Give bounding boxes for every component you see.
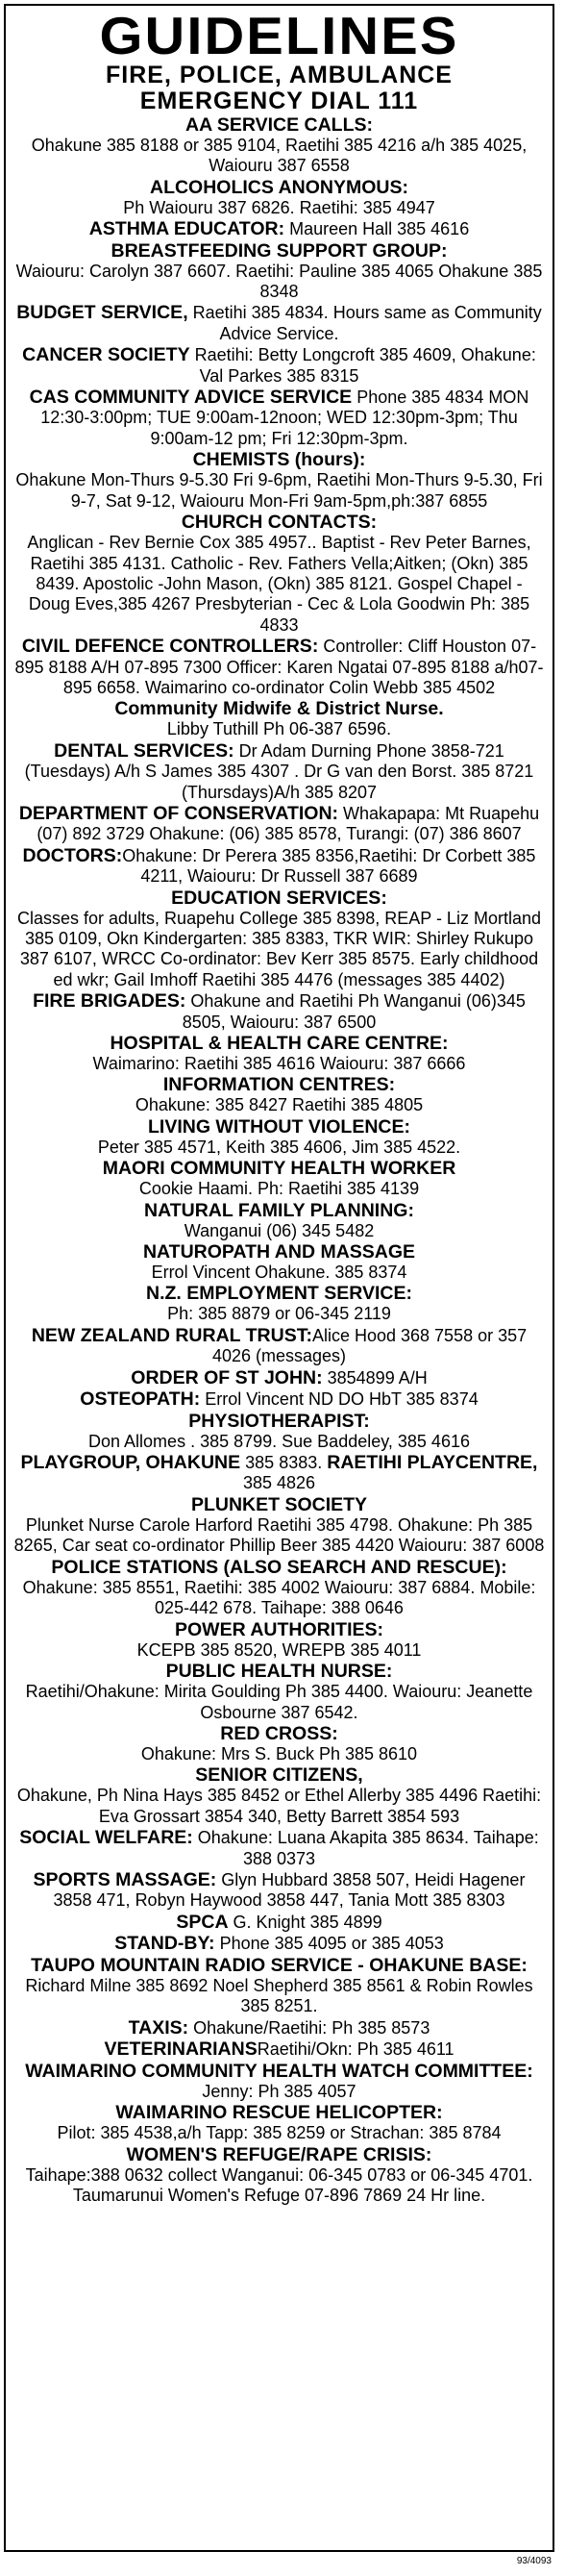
entry-details: Glyn Hubbard 3858 507, Heidi Hagener 3858 471, Robyn Haywood 3858 447, Tania Mott 385 8303 bbox=[53, 1870, 526, 1911]
entry-details: Jenny: Ph 385 4057 bbox=[202, 2082, 356, 2102]
entry-details: Wanganui (06) 345 5482 bbox=[184, 1220, 375, 1240]
entry-heading: DOCTORS: bbox=[22, 844, 123, 866]
directory-entry bbox=[13, 1241, 545, 1283]
entry-details: Richard Milne 385 8692 Noel Shepherd 385 8561 & Robin Rowles 385 8251. bbox=[25, 1976, 533, 2016]
emergency-subtitle-1: FIRE, POLICE, AMBULANCE bbox=[106, 62, 453, 88]
directory-entry bbox=[13, 1200, 545, 1241]
entry-details: Raetihi/Okn: Ph 385 4611 bbox=[257, 2039, 454, 2060]
entry-heading: BUDGET SERVICE, bbox=[16, 302, 188, 324]
directory-entry bbox=[13, 344, 545, 387]
entry-heading: CIVIL DEFENCE CONTROLLERS: bbox=[21, 636, 319, 658]
directory-entry bbox=[13, 1912, 545, 1933]
directory-entry bbox=[13, 2017, 545, 2038]
entry-details: Phone 385 4834 MON 12:30-3:00pm; TUE 9:00am-12noon; WED 12:30pm-3pm; Thu 9:00am-12 pm; Fri 12:30pm-3pm. bbox=[40, 388, 529, 448]
directory-entry bbox=[13, 1411, 545, 1452]
entry-details: Cookie Haami. Ph: Raetihi 385 4139 bbox=[138, 1179, 420, 1199]
directory-entry bbox=[13, 1158, 545, 1199]
entry-heading: N.Z. EMPLOYMENT SERVICE: bbox=[146, 1283, 412, 1305]
guidelines-panel bbox=[4, 4, 554, 2552]
directory-entry bbox=[13, 1494, 545, 1557]
directory-entry bbox=[13, 740, 545, 803]
entry-heading: CAS COMMUNITY ADVICE SERVICE bbox=[29, 387, 353, 409]
entry-details: 385 8383. bbox=[240, 1452, 328, 1472]
entry-details: Peter 385 4571, Keith 385 4606, Jim 385 4522. bbox=[97, 1137, 461, 1157]
directory-entry bbox=[13, 240, 545, 303]
directory-entry bbox=[13, 2144, 545, 2207]
entry-heading: VETERINARIANS bbox=[104, 2038, 258, 2061]
entry-heading: POLICE STATIONS (ALSO SEARCH AND RESCUE): bbox=[51, 1556, 507, 1578]
entry-heading: WAIMARINO COMMUNITY HEALTH WATCH COMMITTEE: bbox=[25, 2060, 533, 2082]
directory-entry bbox=[13, 636, 545, 698]
entry-heading: RED CROSS: bbox=[220, 1722, 338, 1744]
directory-entry bbox=[13, 2038, 545, 2060]
directory-entry bbox=[13, 1033, 545, 1074]
entry-details: Alice Hood 368 7558 or 357 4026 (messages) bbox=[211, 1325, 528, 1366]
entry-details: Ohakune/Raetihi: Ph 385 8573 bbox=[188, 2017, 430, 2038]
directory-entry bbox=[13, 1557, 545, 1619]
entry-details: Whakapapa: Mt Ruapehu (07) 892 3729 Ohakune: (06) 385 8578, Turangi: (07) 386 8607 bbox=[37, 803, 540, 844]
entry-heading: CHEMISTS (hours): bbox=[192, 449, 366, 471]
entry-heading: ALCOHOLICS ANONYMOUS: bbox=[149, 176, 409, 198]
entry-heading: CHURCH CONTACTS: bbox=[181, 512, 378, 534]
entry-heading: SPORTS MASSAGE: bbox=[33, 1869, 217, 1890]
directory-entry bbox=[13, 1367, 545, 1388]
entry-details: Maureen Hall 385 4616 bbox=[284, 219, 470, 239]
entry-details: 385 4826 bbox=[242, 1473, 316, 1493]
entry-heading: NEW ZEALAND RURAL TRUST: bbox=[31, 1324, 312, 1346]
entry-details: Taihape:388 0632 collect Wanganui: 06-345 0783 or 06-345 4701. Taumarunui Women's Refuge 07-896 7869 24 Hr line. bbox=[25, 2164, 533, 2206]
entry-heading: FIRE BRIGADES: bbox=[33, 990, 186, 1013]
directory-entry bbox=[13, 512, 545, 636]
entry-details: Controller: Cliff Houston 07-895 8188 A/H 07-895 7300 Officer: Karen Ngatai 07-895 8188 a/h07-895 6658. Waimarino co-ordinator Colin Webb 385 4502 bbox=[14, 637, 544, 697]
entry-heading: PUBLIC HEALTH NURSE: bbox=[165, 1661, 393, 1683]
entry-heading: NATURAL FAMILY PLANNING: bbox=[144, 1199, 414, 1221]
entry-details: Errol Vincent ND DO HbT 385 8374 bbox=[200, 1389, 479, 1410]
directory-entry bbox=[13, 2061, 545, 2103]
entry-heading: EDUCATION SERVICES: bbox=[171, 887, 387, 909]
entry-details: Ph Waiouru 387 6826. Raetihi: 385 4947 bbox=[123, 197, 435, 217]
entry-details: Ohakune, Ph Nina Hays 385 8452 or Ethel Allerby 385 4496 Raetihi: Eva Grossart 3854 340, Betty Barrett 3854 593 bbox=[16, 1786, 542, 1826]
entry-heading: SENIOR CITIZENS, bbox=[195, 1764, 363, 1787]
emergency-subtitle-2: EMERGENCY DIAL 111 bbox=[139, 88, 419, 114]
directory-entry bbox=[13, 803, 545, 845]
directory-entry bbox=[13, 1869, 545, 1912]
entry-details: Raetihi: Betty Longcroft 385 4609, Ohakune: Val Parkes 385 8315 bbox=[189, 345, 536, 386]
entry-heading: TAXIS: bbox=[128, 2016, 189, 2038]
directory-entry bbox=[13, 387, 545, 449]
entry-heading: POWER AUTHORITIES: bbox=[174, 1618, 384, 1640]
entry-heading: Community Midwife & District Nurse. bbox=[114, 698, 444, 720]
entry-details: KCEPB 385 8520, WREPB 385 4011 bbox=[136, 1639, 422, 1660]
entry-heading: RAETIHI PLAYCENTRE, bbox=[327, 1451, 538, 1473]
entry-details: Classes for adults, Ruapehu College 385 8398, REAP - Liz Mortland 385 0109, Okn Kindergarten: 385 8383, TKR WIR: Shirley Rukupo 387 6107, WRCC Co-ordinator: Bev Kerr 385 8575. Early childhood ed wkr; Gail Imhoff Raetihi 385 4476 (messages 385 4402) bbox=[17, 908, 541, 989]
directory-entry bbox=[13, 1619, 545, 1661]
directory-entry bbox=[13, 990, 545, 1033]
entry-heading: BREASTFEEDING SUPPORT GROUP: bbox=[111, 239, 448, 262]
entry-details: Errol Vincent Ohakune. 385 8374 bbox=[151, 1263, 407, 1283]
entry-details: Raetihi/Ohakune: Mirita Goulding Ph 385 4400. Waiouru: Jeanette Osbourne 387 6542. bbox=[25, 1682, 533, 1722]
entry-heading: OSTEOPATH: bbox=[80, 1388, 201, 1411]
entry-details: Anglican - Rev Bernie Cox 385 4957.. Baptist - Rev Peter Barnes, Raetihi 385 4131. Catholic - Rev. Fathers Vella;Aitken; (Okn) 385 8439. Apostolic -John Mason, (Okn) 385 8121. Gospel Chapel - Doug Eves,385 4267 Presbyterian - Cec & Lola Goodwin Ph: 385 4833 bbox=[27, 533, 531, 635]
entry-details: Plunket Nurse Carole Harford Raetihi 385 4798. Ohakune: Ph 385 8265, Car seat co-ordinator Phillip Beer 385 4420 Waiouru: 387 6008 bbox=[13, 1514, 545, 1556]
directory-entry bbox=[13, 449, 545, 512]
entry-heading: ORDER OF ST JOHN: bbox=[131, 1366, 323, 1388]
entry-heading: DENTAL SERVICES: bbox=[54, 739, 234, 762]
entry-details: Phone 385 4095 or 385 4053 bbox=[214, 1934, 444, 1954]
document-code: 93/4093 bbox=[516, 2556, 552, 2566]
directory-entry bbox=[13, 698, 545, 739]
entry-details: Waiouru: Carolyn 387 6607. Raetihi: Pauline 385 4065 Ohakune 385 8348 bbox=[15, 261, 543, 302]
entry-heading: PHYSIOTHERAPIST: bbox=[188, 1410, 370, 1432]
directory-entry bbox=[13, 1827, 545, 1869]
entry-heading: AA SERVICE CALLS: bbox=[184, 114, 374, 136]
directory-entry bbox=[13, 888, 545, 991]
directory-entry bbox=[13, 177, 545, 218]
entry-heading: CANCER SOCIETY bbox=[22, 344, 190, 366]
entry-heading: SPCA bbox=[176, 1911, 229, 1933]
directory-entry bbox=[13, 1388, 545, 1410]
entry-details: Libby Tuthill Ph 06-387 6596. bbox=[166, 719, 392, 739]
directory-entry bbox=[13, 2102, 545, 2143]
entry-details: G. Knight 385 4899 bbox=[228, 1912, 382, 1932]
entry-heading: DEPARTMENT OF CONSERVATION: bbox=[18, 802, 339, 824]
directory-entry bbox=[13, 1325, 545, 1367]
directory-entry bbox=[13, 1933, 545, 1954]
entry-details: Ph: 385 8879 or 06-345 2119 bbox=[167, 1304, 391, 1324]
entry-heading: INFORMATION CENTRES: bbox=[162, 1074, 396, 1096]
directory-entry bbox=[13, 1283, 545, 1324]
entry-details: Dr Adam Durning Phone 3858-721 (Tuesdays) A/h S James 385 4307 . Dr G van den Borst. 385 8721 (Thursdays)A/h 385 8207 bbox=[24, 740, 534, 802]
entry-details: Ohakune and Raetihi Ph Wanganui (06)345 8505, Waiouru: 387 6500 bbox=[182, 991, 526, 1032]
page-title: GUIDELINES bbox=[99, 6, 459, 65]
directory-entry bbox=[13, 1723, 545, 1764]
directory-entry bbox=[13, 1074, 545, 1115]
entry-details: Ohakune: Mrs S. Buck Ph 385 8610 bbox=[140, 1743, 418, 1763]
entry-heading: PLUNKET SOCIETY bbox=[190, 1493, 368, 1515]
directory-entry bbox=[13, 1661, 545, 1723]
entry-heading: PLAYGROUP, OHAKUNE bbox=[20, 1451, 241, 1473]
entry-heading: WAIMARINO RESCUE HELICOPTER: bbox=[115, 2102, 443, 2124]
directory-entry bbox=[13, 1116, 545, 1158]
directory-entry bbox=[13, 218, 545, 239]
entry-details: Ohakune: 385 8551, Raetihi: 385 4002 Waiouru: 387 6884. Mobile: 025-442 678. Taihape: 388 0646 bbox=[22, 1577, 536, 1618]
entry-details: 3854899 A/H bbox=[322, 1367, 428, 1388]
entry-details: Don Allomes . 385 8799. Sue Baddeley, 385 4616 bbox=[88, 1431, 470, 1451]
entry-details: Ohakune 385 8188 or 385 9104, Raetihi 385 4216 a/h 385 4025, Waiouru 387 6558 bbox=[31, 136, 528, 176]
entry-details: Ohakune: Luana Akapita 385 8634. Taihape: 388 0373 bbox=[192, 1828, 539, 1868]
entry-heading: STAND-BY: bbox=[114, 1933, 215, 1955]
entry-details: Raetihi 385 4834. Hours same as Community Advice Service. bbox=[187, 303, 542, 343]
entry-heading: MAORI COMMUNITY HEALTH WORKER bbox=[102, 1158, 456, 1180]
entry-heading: TAUPO MOUNTAIN RADIO SERVICE - OHAKUNE BASE: bbox=[31, 1954, 528, 1976]
directory-entry bbox=[13, 845, 545, 888]
entry-details: Ohakune: 385 8427 Raetihi 385 4805 bbox=[135, 1095, 424, 1115]
entry-heading: NATUROPATH AND MASSAGE bbox=[142, 1241, 416, 1263]
directory-list bbox=[13, 114, 545, 2207]
entry-heading: ASTHMA EDUCATOR: bbox=[88, 218, 285, 240]
entry-heading: SOCIAL WELFARE: bbox=[19, 1827, 193, 1849]
directory-entry bbox=[13, 1452, 545, 1494]
entry-details: Waimarino: Raetihi 385 4616 Waiouru: 387 6666 bbox=[92, 1054, 466, 1074]
directory-entry bbox=[13, 114, 545, 177]
entry-heading: WOMEN'S REFUGE/RAPE CRISIS: bbox=[126, 2143, 432, 2165]
directory-entry bbox=[13, 1955, 545, 2017]
directory-entry bbox=[13, 302, 545, 344]
directory-entry bbox=[13, 1764, 545, 1827]
entry-details: Pilot: 385 4538,a/h Tapp: 385 8259 or Strachan: 385 8784 bbox=[57, 2123, 502, 2143]
entry-heading: HOSPITAL & HEALTH CARE CENTRE: bbox=[110, 1033, 449, 1055]
entry-heading: LIVING WITHOUT VIOLENCE: bbox=[148, 1115, 410, 1138]
entry-details: Ohakune Mon-Thurs 9-5.30 Fri 9-6pm, Raetihi Mon-Thurs 9-5.30, Fri 9-7, Sat 9-12, Waiouru Mon-Fri 9am-5pm,ph:387 6855 bbox=[15, 470, 543, 511]
entry-details: Ohakune: Dr Perera 385 8356,Raetihi: Dr Corbett 385 4211, Waiouru: Dr Russell 387 6689 bbox=[122, 845, 536, 887]
